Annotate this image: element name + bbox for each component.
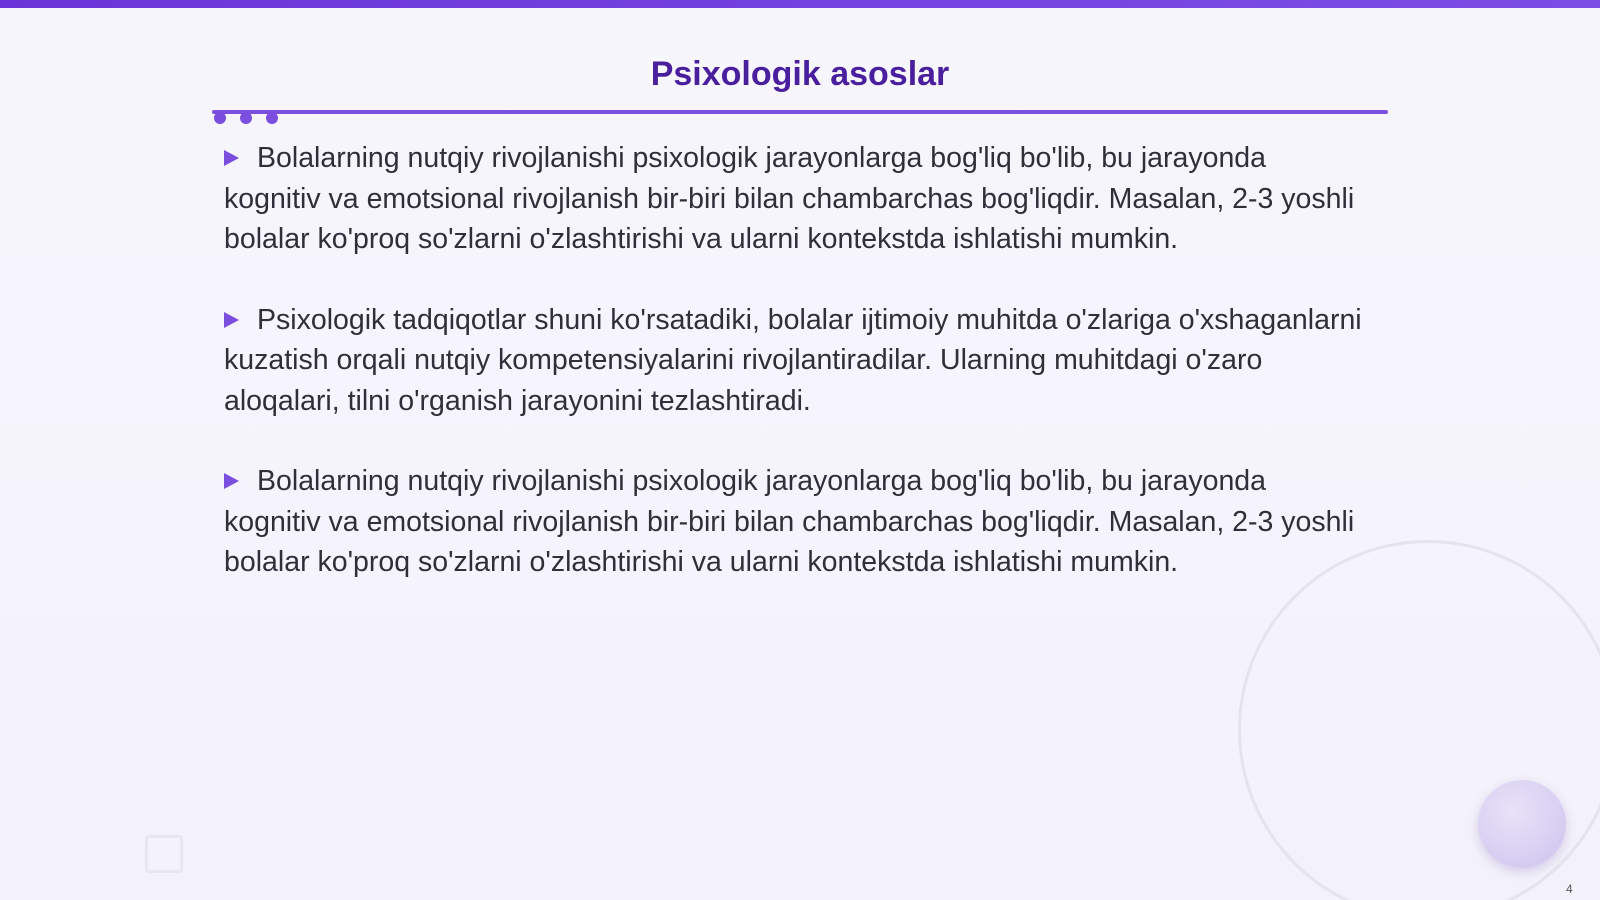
decorative-dot <box>266 112 278 124</box>
triangle-right-icon <box>224 150 239 166</box>
bullet-list <box>224 138 1364 623</box>
bullet-item <box>224 461 1364 583</box>
decorative-square <box>145 835 183 873</box>
bullet-item <box>224 138 1364 260</box>
decorative-dot <box>214 112 226 124</box>
top-accent-bar <box>0 0 1600 8</box>
bullet-text: Bolalarning nutqiy rivojlanishi psixologik jarayonlarga bog'liq bo'lib, bu jarayonda kognitiv va emotsional rivojlanish bir-biri bilan chambarchas bog'liqdir. Masalan, 2-3 yoshli bolalar ko'proq so'zlarni o'zlashtirishi va ularni kontekstda ishlatishi mumkin. <box>224 465 1355 578</box>
decorative-ball <box>1478 780 1566 868</box>
bullet-item <box>224 300 1364 422</box>
bullet-text: Bolalarning nutqiy rivojlanishi psixologik jarayonlarga bog'liq bo'lib, bu jarayonda kognitiv va emotsional rivojlanish bir-biri bilan chambarchas bog'liqdir. Masalan, 2-3 yoshli bolalar ko'proq so'zlarni o'zlashtirishi va ularni kontekstda ishlatishi mumkin. <box>224 142 1355 255</box>
title-underline <box>212 110 1388 114</box>
triangle-right-icon <box>224 473 239 489</box>
decorative-dot <box>240 112 252 124</box>
bullet-text: Psixologik tadqiqotlar shuni ko'rsatadiki, bolalar ijtimoiy muhitda o'zlariga o'xshaganlarni kuzatish orqali nutqiy kompetensiyalarini rivojlantiradilar. Ularning muhitdagi o'zaro aloqalari, tilni o'rganish jarayonini tezlashtiradi. <box>224 303 1362 417</box>
page-number: 4 <box>1566 882 1573 896</box>
triangle-right-icon <box>224 312 239 328</box>
slide-title: Psixologik asoslar <box>650 55 950 93</box>
